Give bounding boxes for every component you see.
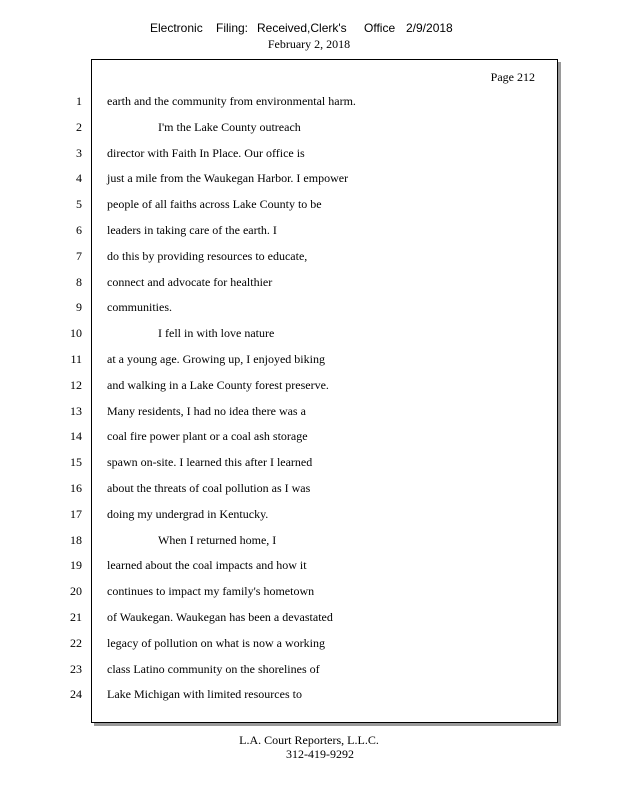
line-number: 13 — [70, 403, 82, 418]
transcript-line — [0, 402, 560, 420]
line-number: 1 — [76, 94, 82, 108]
page-number: Page 212 — [490, 70, 535, 84]
line-number: 18 — [70, 532, 82, 547]
line-number: 15 — [70, 455, 82, 470]
line-text: coal fire power plant or a coal ash storage — [107, 429, 308, 444]
transcript-line — [0, 479, 560, 497]
transcript-line — [0, 273, 560, 291]
transcript-line — [0, 169, 560, 187]
filing-date: February 2, 2018 — [267, 37, 351, 51]
line-number: 17 — [70, 506, 82, 521]
line-number: 19 — [70, 558, 82, 573]
line-number: 16 — [70, 481, 82, 495]
line-text: When I returned home, I — [158, 532, 277, 547]
line-text: about the threats of coal pollution as I was — [107, 481, 311, 495]
line-number: 11 — [70, 352, 82, 366]
filing-header-electronic: Electronic — [150, 21, 203, 35]
transcript-line — [0, 608, 560, 626]
line-text: and walking in a Lake County forest preserve. — [107, 377, 329, 392]
line-text: just a mile from the Waukegan Harbor. I empower — [107, 171, 349, 186]
line-text: legacy of pollution on what is now a working — [107, 635, 325, 650]
transcript-line — [0, 505, 560, 523]
line-text: of Waukegan. Waukegan has been a devastated — [107, 610, 333, 624]
line-number: 20 — [70, 584, 82, 599]
filing-header-filing: Filing: — [216, 21, 249, 35]
transcript-line — [0, 118, 560, 136]
footer-phone: 312-419-9292 — [286, 747, 354, 761]
transcript-line — [0, 195, 560, 213]
line-text: I fell in with love nature — [158, 326, 275, 341]
line-text: doing my undergrad in Kentucky. — [107, 506, 269, 521]
line-text: spawn on-site. I learned this after I learned — [107, 455, 313, 470]
line-text: Many residents, I had no idea there was a — [107, 403, 306, 418]
line-number: 6 — [76, 223, 82, 237]
line-text: class Latino community on the shorelines of — [107, 661, 320, 676]
transcript-line — [0, 531, 560, 549]
filing-header-received-clerks: Received,Clerk's — [257, 21, 347, 35]
transcript-line — [0, 634, 560, 652]
line-number: 21 — [70, 610, 82, 624]
transcript-line — [0, 221, 560, 239]
line-number: 12 — [70, 377, 82, 392]
line-text: continues to impact my family's hometown — [107, 584, 315, 599]
line-text: communities. — [107, 300, 172, 315]
transcript-line — [0, 685, 560, 703]
footer-company: L.A. Court Reporters, L.L.C. — [239, 733, 379, 747]
filing-header-date: 2/9/2018 — [406, 21, 453, 35]
line-number: 9 — [76, 300, 82, 315]
line-number: 5 — [76, 197, 82, 212]
line-number: 3 — [76, 145, 82, 160]
line-text: I'm the Lake County outreach — [158, 119, 301, 134]
transcript-line — [0, 427, 560, 445]
line-number: 7 — [76, 248, 82, 263]
line-text: at a young age. Growing up, I enjoyed biking — [107, 352, 325, 366]
transcript-line — [0, 247, 560, 265]
line-number: 22 — [70, 635, 82, 650]
line-number: 23 — [70, 661, 82, 676]
line-text: connect and advocate for healthier — [107, 274, 273, 289]
line-text: learned about the coal impacts and how it — [107, 558, 307, 573]
line-text: Lake Michigan with limited resources to — [107, 687, 302, 702]
transcript-line — [0, 144, 560, 162]
line-number: 2 — [76, 119, 82, 134]
transcript-line — [0, 556, 560, 574]
line-text: director with Faith In Place. Our office is — [107, 145, 305, 160]
transcript-line — [0, 298, 560, 316]
transcript-line — [0, 92, 560, 110]
line-text: people of all faiths across Lake County to be — [107, 197, 322, 212]
transcript-line — [0, 453, 560, 471]
line-number: 14 — [70, 429, 82, 444]
transcript-line — [0, 350, 560, 368]
filing-header-office: Office — [364, 21, 396, 35]
transcript-line — [0, 660, 560, 678]
line-text: do this by providing resources to educate, — [107, 248, 308, 263]
transcript-line — [0, 324, 560, 342]
line-text: earth and the community from environmental harm. — [107, 94, 356, 108]
line-number: 8 — [76, 274, 82, 289]
line-text: leaders in taking care of the earth. I — [107, 223, 277, 237]
transcript-line — [0, 582, 560, 600]
transcript-line — [0, 376, 560, 394]
line-number: 24 — [70, 687, 82, 702]
line-number: 10 — [70, 326, 82, 341]
line-number: 4 — [76, 171, 82, 186]
